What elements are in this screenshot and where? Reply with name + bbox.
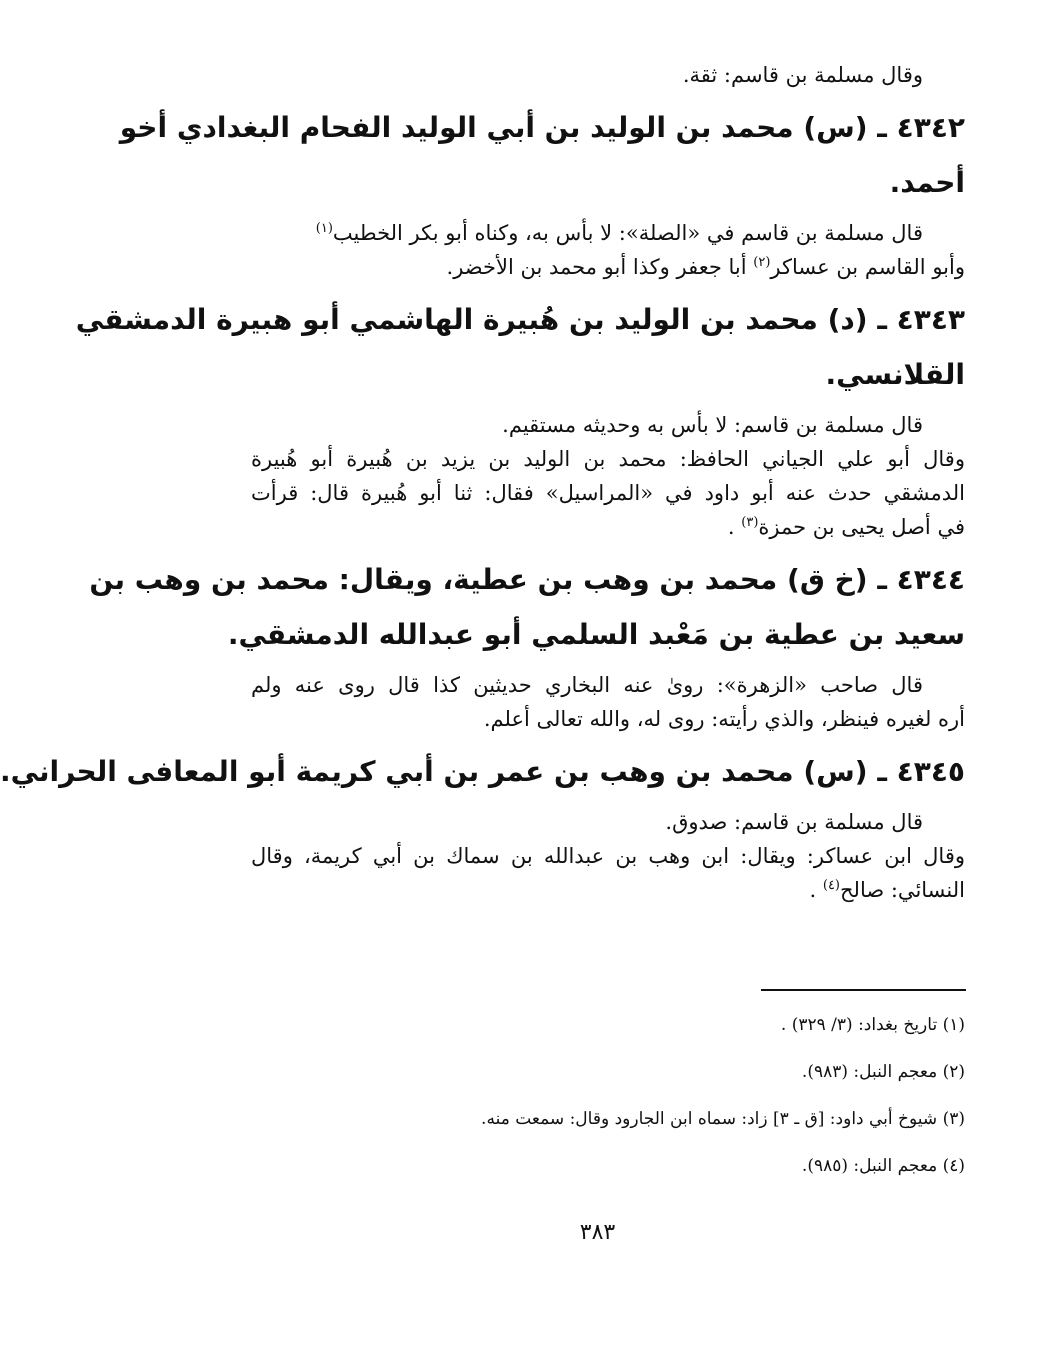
entry-4342: [119, 100, 965, 210]
entry-heading: القلانسي.: [825, 358, 965, 391]
entry-4343: [75, 292, 965, 402]
footnote-2: (٢) معجم النبل: (٩٨٣).: [801, 1062, 965, 1082]
entry-4345: [0, 744, 965, 799]
text-segment: في أصل يحيى بن حمزة: [758, 515, 965, 539]
text-segment: النسائي: صالح: [840, 878, 965, 902]
entry-4345-notes: [251, 805, 965, 907]
entry-heading: سعيد بن عطية بن مَعْبد السلمي أبو عبدالله الدمشقي.: [227, 618, 965, 651]
entry-4342-notes: [251, 216, 965, 284]
footnotes: [251, 1010, 965, 1198]
text-segment: وأبو القاسم بن عساكر: [770, 255, 965, 279]
footnote-1: (١) تاريخ بغداد: (٣/ ٣٢٩) .: [780, 1015, 965, 1035]
text-line: [251, 873, 965, 907]
text-line: وقال ابن عساكر: ويقال: ابن وهب بن عبدالله بن سماك بن أبي كريمة، وقال: [251, 844, 965, 868]
text-segment: .: [727, 515, 742, 539]
text-line: [251, 216, 965, 250]
text-line: قال مسلمة بن قاسم: صدوق.: [665, 810, 923, 834]
footnote-ref: (٢): [753, 255, 771, 270]
footnote-ref: (٣): [741, 515, 759, 530]
footnote-divider: [761, 989, 966, 991]
text-line: أره لغيره فينظر، والذي رأيته: روى له، والله تعالى أعلم.: [483, 707, 965, 731]
entry-4344-notes: [251, 668, 965, 736]
text-line: [251, 250, 965, 284]
text-segment: أبا جعفر وكذا أبو محمد بن الأخضر.: [446, 255, 754, 279]
text-line: قال مسلمة بن قاسم: لا بأس به وحديثه مستقيم.: [502, 413, 923, 437]
text-line: [251, 510, 965, 544]
entry-heading: ٤٣٤٤ ـ (خ ق) محمد بن وهب بن عطية، ويقال: محمد بن وهب بن: [89, 563, 965, 596]
text-line: وقال أبو علي الجياني الحافظ: محمد بن الوليد بن يزيد بن هُبيرة أبو هُبيرة: [251, 447, 965, 471]
entry-4343-notes: [251, 408, 965, 544]
entry-heading: أحمد.: [889, 166, 965, 199]
continuation-line: وقال مسلمة بن قاسم: ثقة.: [682, 63, 923, 87]
entry-heading: ٤٣٤٣ ـ (د) محمد بن الوليد بن هُبيرة الهاشمي أبو هبيرة الدمشقي: [75, 303, 965, 336]
text-segment: .: [809, 878, 823, 902]
text-segment: قال مسلمة بن قاسم في «الصلة»: لا بأس به، وكناه أبو بكر الخطيب: [332, 221, 923, 245]
entry-heading: ٤٣٤٥ ـ (س) محمد بن وهب بن عمر بن أبي كريمة أبو المعافى الحراني.: [0, 755, 965, 788]
entry-4344: [89, 552, 965, 662]
footnote-ref: (١): [315, 221, 333, 236]
footnote-ref: (٤): [822, 878, 840, 893]
page-number: ٣٨٣: [579, 1220, 616, 1245]
footnote-4: (٤) معجم النبل: (٩٨٥).: [801, 1156, 965, 1176]
main-text: [0, 58, 965, 911]
footnote-3: (٣) شيوخ أبي داود: [ق ـ ٣] زاد: سماه ابن الجارود وقال: سمعت منه.: [481, 1109, 965, 1129]
text-line: قال صاحب «الزهرة»: روىٰ عنه البخاري حديثين كذا قال روى عنه ولم: [251, 673, 923, 697]
entry-heading: ٤٣٤٢ ـ (س) محمد بن الوليد بن أبي الوليد الفحام البغدادي أخو: [119, 111, 965, 144]
text-line: الدمشقي حدث عنه أبو داود في «المراسيل» فقال: ثنا أبو هُبيرة قال: قرأت: [251, 481, 965, 505]
